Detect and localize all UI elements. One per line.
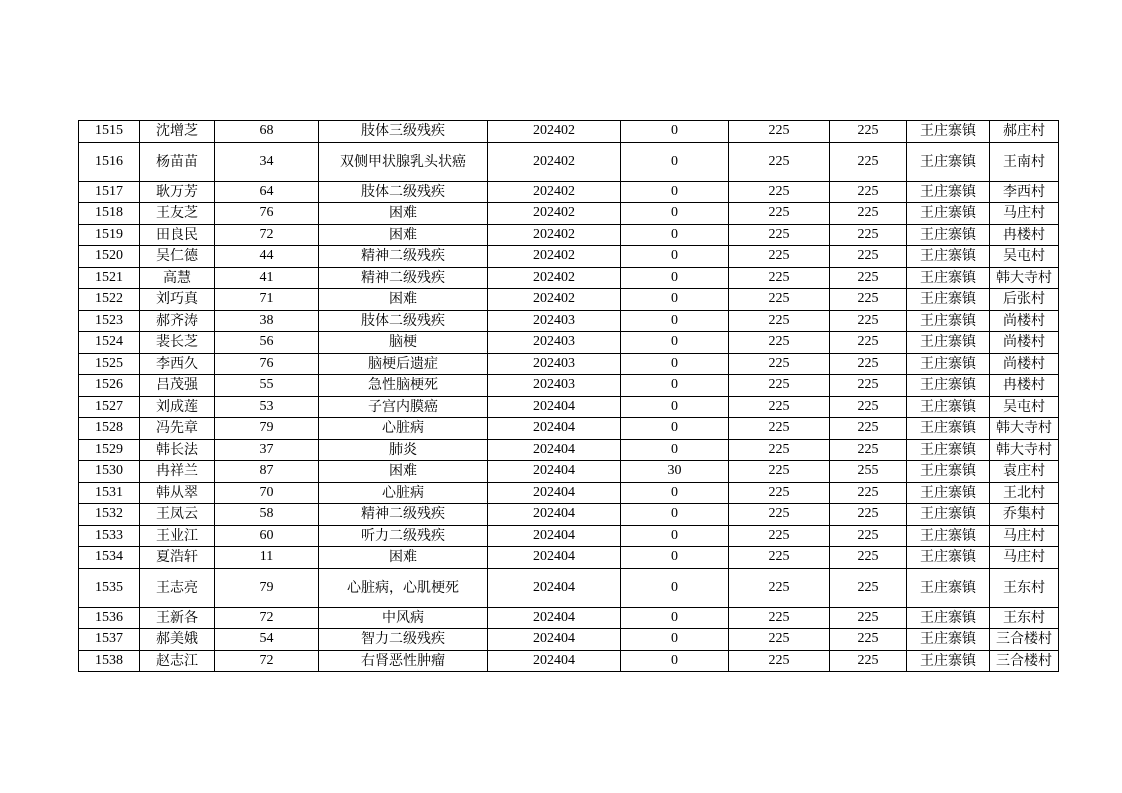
cell-amount-b: 225 xyxy=(729,650,830,672)
cell-month: 202404 xyxy=(488,504,621,526)
cell-village: 尚楼村 xyxy=(990,353,1059,375)
cell-serial-number: 1531 xyxy=(79,482,140,504)
table-row xyxy=(79,289,1059,311)
cell-month: 202403 xyxy=(488,310,621,332)
cell-amount-a: 0 xyxy=(621,353,729,375)
cell-serial-number: 1532 xyxy=(79,504,140,526)
cell-name: 刘巧真 xyxy=(140,289,215,311)
cell-amount-b: 225 xyxy=(729,224,830,246)
cell-name: 高慧 xyxy=(140,267,215,289)
cell-amount-b: 225 xyxy=(729,461,830,483)
cell-village: 马庄村 xyxy=(990,525,1059,547)
cell-town: 王庄寨镇 xyxy=(907,482,990,504)
table-row xyxy=(79,629,1059,651)
cell-month: 202404 xyxy=(488,396,621,418)
cell-name: 吴仁德 xyxy=(140,246,215,268)
cell-month: 202404 xyxy=(488,568,621,607)
cell-name: 杨苗苗 xyxy=(140,142,215,181)
cell-amount-a: 0 xyxy=(621,418,729,440)
cell-month: 202402 xyxy=(488,246,621,268)
cell-town: 王庄寨镇 xyxy=(907,121,990,143)
cell-town: 王庄寨镇 xyxy=(907,332,990,354)
cell-reason: 心脏病 xyxy=(319,418,488,440)
cell-month: 202404 xyxy=(488,439,621,461)
cell-amount-c: 225 xyxy=(830,224,907,246)
cell-amount-a: 0 xyxy=(621,181,729,203)
cell-age: 38 xyxy=(215,310,319,332)
cell-age: 11 xyxy=(215,547,319,569)
cell-amount-c: 225 xyxy=(830,482,907,504)
cell-village: 三合楼村 xyxy=(990,629,1059,651)
cell-town: 王庄寨镇 xyxy=(907,267,990,289)
cell-serial-number: 1538 xyxy=(79,650,140,672)
cell-amount-b: 225 xyxy=(729,568,830,607)
cell-amount-c: 225 xyxy=(830,246,907,268)
cell-month: 202402 xyxy=(488,142,621,181)
cell-village: 吴屯村 xyxy=(990,396,1059,418)
cell-amount-a: 0 xyxy=(621,203,729,225)
cell-amount-b: 225 xyxy=(729,504,830,526)
cell-village: 尚楼村 xyxy=(990,310,1059,332)
cell-month: 202402 xyxy=(488,289,621,311)
cell-serial-number: 1529 xyxy=(79,439,140,461)
cell-amount-a: 0 xyxy=(621,547,729,569)
cell-serial-number: 1534 xyxy=(79,547,140,569)
cell-village: 马庄村 xyxy=(990,547,1059,569)
cell-amount-c: 225 xyxy=(830,650,907,672)
cell-name: 沈增芝 xyxy=(140,121,215,143)
cell-village: 冉楼村 xyxy=(990,224,1059,246)
cell-reason: 急性脑梗死 xyxy=(319,375,488,397)
cell-village: 吴屯村 xyxy=(990,246,1059,268)
cell-amount-b: 225 xyxy=(729,121,830,143)
table-row xyxy=(79,246,1059,268)
cell-name: 王志亮 xyxy=(140,568,215,607)
cell-serial-number: 1533 xyxy=(79,525,140,547)
cell-amount-b: 225 xyxy=(729,629,830,651)
cell-name: 李西久 xyxy=(140,353,215,375)
cell-amount-a: 0 xyxy=(621,568,729,607)
cell-village: 王北村 xyxy=(990,482,1059,504)
cell-amount-b: 225 xyxy=(729,439,830,461)
cell-village: 韩大寺村 xyxy=(990,439,1059,461)
cell-name: 王业江 xyxy=(140,525,215,547)
cell-serial-number: 1520 xyxy=(79,246,140,268)
cell-month: 202404 xyxy=(488,418,621,440)
cell-age: 71 xyxy=(215,289,319,311)
cell-month: 202403 xyxy=(488,353,621,375)
cell-amount-a: 0 xyxy=(621,142,729,181)
cell-village: 尚楼村 xyxy=(990,332,1059,354)
cell-amount-b: 225 xyxy=(729,396,830,418)
cell-amount-b: 225 xyxy=(729,547,830,569)
table-row xyxy=(79,203,1059,225)
cell-town: 王庄寨镇 xyxy=(907,461,990,483)
cell-name: 王新各 xyxy=(140,607,215,629)
cell-age: 72 xyxy=(215,650,319,672)
cell-village: 三合楼村 xyxy=(990,650,1059,672)
cell-amount-a: 30 xyxy=(621,461,729,483)
cell-reason: 脑梗 xyxy=(319,332,488,354)
table-row xyxy=(79,607,1059,629)
cell-reason: 困难 xyxy=(319,224,488,246)
cell-age: 56 xyxy=(215,332,319,354)
cell-town: 王庄寨镇 xyxy=(907,650,990,672)
table-row xyxy=(79,396,1059,418)
cell-town: 王庄寨镇 xyxy=(907,504,990,526)
cell-name: 夏浩轩 xyxy=(140,547,215,569)
table-row xyxy=(79,568,1059,607)
cell-age: 60 xyxy=(215,525,319,547)
table-body xyxy=(79,121,1059,672)
table-row xyxy=(79,482,1059,504)
cell-amount-b: 225 xyxy=(729,142,830,181)
table-row xyxy=(79,439,1059,461)
cell-town: 王庄寨镇 xyxy=(907,547,990,569)
cell-town: 王庄寨镇 xyxy=(907,246,990,268)
table-row xyxy=(79,375,1059,397)
cell-amount-c: 225 xyxy=(830,267,907,289)
cell-name: 吕茂强 xyxy=(140,375,215,397)
cell-village: 冉楼村 xyxy=(990,375,1059,397)
cell-serial-number: 1528 xyxy=(79,418,140,440)
cell-amount-c: 225 xyxy=(830,629,907,651)
cell-village: 郝庄村 xyxy=(990,121,1059,143)
cell-serial-number: 1527 xyxy=(79,396,140,418)
cell-village: 韩大寺村 xyxy=(990,267,1059,289)
cell-age: 41 xyxy=(215,267,319,289)
cell-reason: 心脏病，心肌梗死 xyxy=(319,568,488,607)
cell-name: 王凤云 xyxy=(140,504,215,526)
cell-amount-b: 225 xyxy=(729,353,830,375)
cell-amount-b: 225 xyxy=(729,375,830,397)
cell-age: 79 xyxy=(215,568,319,607)
cell-reason: 智力二级残疾 xyxy=(319,629,488,651)
cell-amount-b: 225 xyxy=(729,418,830,440)
cell-reason: 肢体二级残疾 xyxy=(319,181,488,203)
cell-reason: 精神二级残疾 xyxy=(319,504,488,526)
cell-serial-number: 1537 xyxy=(79,629,140,651)
cell-village: 马庄村 xyxy=(990,203,1059,225)
cell-month: 202404 xyxy=(488,650,621,672)
cell-town: 王庄寨镇 xyxy=(907,568,990,607)
cell-serial-number: 1519 xyxy=(79,224,140,246)
table-row xyxy=(79,310,1059,332)
cell-reason: 子宫内膜癌 xyxy=(319,396,488,418)
cell-age: 37 xyxy=(215,439,319,461)
cell-reason: 听力二级残疾 xyxy=(319,525,488,547)
cell-amount-b: 225 xyxy=(729,525,830,547)
cell-town: 王庄寨镇 xyxy=(907,181,990,203)
cell-reason: 精神二级残疾 xyxy=(319,246,488,268)
cell-month: 202404 xyxy=(488,547,621,569)
table-row xyxy=(79,504,1059,526)
table-row xyxy=(79,461,1059,483)
cell-amount-b: 225 xyxy=(729,607,830,629)
cell-month: 202404 xyxy=(488,629,621,651)
cell-town: 王庄寨镇 xyxy=(907,439,990,461)
cell-age: 55 xyxy=(215,375,319,397)
cell-town: 王庄寨镇 xyxy=(907,629,990,651)
cell-town: 王庄寨镇 xyxy=(907,418,990,440)
cell-month: 202404 xyxy=(488,461,621,483)
cell-serial-number: 1517 xyxy=(79,181,140,203)
cell-reason: 困难 xyxy=(319,289,488,311)
cell-age: 76 xyxy=(215,203,319,225)
cell-name: 赵志江 xyxy=(140,650,215,672)
cell-amount-a: 0 xyxy=(621,607,729,629)
cell-amount-c: 225 xyxy=(830,525,907,547)
cell-amount-a: 0 xyxy=(621,224,729,246)
cell-amount-c: 225 xyxy=(830,332,907,354)
cell-amount-b: 225 xyxy=(729,310,830,332)
cell-name: 裴长芝 xyxy=(140,332,215,354)
cell-amount-a: 0 xyxy=(621,650,729,672)
cell-name: 耿万芳 xyxy=(140,181,215,203)
cell-age: 64 xyxy=(215,181,319,203)
cell-town: 王庄寨镇 xyxy=(907,310,990,332)
cell-age: 58 xyxy=(215,504,319,526)
cell-name: 韩长法 xyxy=(140,439,215,461)
cell-name: 郝齐涛 xyxy=(140,310,215,332)
cell-serial-number: 1526 xyxy=(79,375,140,397)
cell-name: 田良民 xyxy=(140,224,215,246)
cell-amount-c: 225 xyxy=(830,181,907,203)
cell-amount-a: 0 xyxy=(621,396,729,418)
cell-town: 王庄寨镇 xyxy=(907,289,990,311)
cell-serial-number: 1524 xyxy=(79,332,140,354)
cell-reason: 肢体二级残疾 xyxy=(319,310,488,332)
cell-serial-number: 1523 xyxy=(79,310,140,332)
cell-name: 郝美娥 xyxy=(140,629,215,651)
cell-serial-number: 1535 xyxy=(79,568,140,607)
cell-amount-a: 0 xyxy=(621,504,729,526)
cell-serial-number: 1530 xyxy=(79,461,140,483)
cell-amount-b: 225 xyxy=(729,246,830,268)
cell-reason: 双侧甲状腺乳头状癌 xyxy=(319,142,488,181)
cell-amount-c: 225 xyxy=(830,504,907,526)
cell-amount-a: 0 xyxy=(621,525,729,547)
cell-age: 68 xyxy=(215,121,319,143)
cell-village: 王东村 xyxy=(990,568,1059,607)
cell-amount-c: 225 xyxy=(830,547,907,569)
cell-amount-a: 0 xyxy=(621,375,729,397)
cell-month: 202404 xyxy=(488,607,621,629)
cell-reason: 困难 xyxy=(319,203,488,225)
cell-month: 202404 xyxy=(488,525,621,547)
cell-amount-a: 0 xyxy=(621,267,729,289)
cell-age: 79 xyxy=(215,418,319,440)
cell-age: 54 xyxy=(215,629,319,651)
cell-amount-b: 225 xyxy=(729,289,830,311)
cell-amount-b: 225 xyxy=(729,332,830,354)
cell-amount-c: 225 xyxy=(830,607,907,629)
cell-village: 袁庄村 xyxy=(990,461,1059,483)
cell-amount-a: 0 xyxy=(621,629,729,651)
cell-serial-number: 1536 xyxy=(79,607,140,629)
cell-amount-c: 225 xyxy=(830,353,907,375)
cell-amount-a: 0 xyxy=(621,439,729,461)
cell-reason: 中风病 xyxy=(319,607,488,629)
cell-month: 202403 xyxy=(488,375,621,397)
cell-name: 王友芝 xyxy=(140,203,215,225)
cell-town: 王庄寨镇 xyxy=(907,525,990,547)
cell-month: 202402 xyxy=(488,121,621,143)
cell-amount-a: 0 xyxy=(621,332,729,354)
cell-village: 乔集村 xyxy=(990,504,1059,526)
cell-amount-c: 225 xyxy=(830,439,907,461)
cell-name: 刘成莲 xyxy=(140,396,215,418)
cell-village: 韩大寺村 xyxy=(990,418,1059,440)
cell-reason: 脑梗后遗症 xyxy=(319,353,488,375)
cell-amount-b: 225 xyxy=(729,181,830,203)
cell-month: 202402 xyxy=(488,224,621,246)
cell-reason: 右肾恶性肿瘤 xyxy=(319,650,488,672)
cell-amount-c: 225 xyxy=(830,568,907,607)
cell-town: 王庄寨镇 xyxy=(907,353,990,375)
cell-amount-b: 225 xyxy=(729,482,830,504)
cell-age: 34 xyxy=(215,142,319,181)
record-table xyxy=(78,120,1059,672)
cell-age: 87 xyxy=(215,461,319,483)
cell-age: 53 xyxy=(215,396,319,418)
table-row xyxy=(79,224,1059,246)
cell-month: 202402 xyxy=(488,181,621,203)
cell-amount-c: 225 xyxy=(830,375,907,397)
cell-amount-c: 225 xyxy=(830,310,907,332)
cell-village: 王东村 xyxy=(990,607,1059,629)
cell-village: 王南村 xyxy=(990,142,1059,181)
cell-age: 72 xyxy=(215,607,319,629)
cell-town: 王庄寨镇 xyxy=(907,607,990,629)
table-row xyxy=(79,525,1059,547)
cell-town: 王庄寨镇 xyxy=(907,224,990,246)
cell-reason: 肺炎 xyxy=(319,439,488,461)
cell-age: 44 xyxy=(215,246,319,268)
cell-amount-b: 225 xyxy=(729,267,830,289)
cell-month: 202402 xyxy=(488,267,621,289)
cell-serial-number: 1516 xyxy=(79,142,140,181)
cell-serial-number: 1522 xyxy=(79,289,140,311)
cell-town: 王庄寨镇 xyxy=(907,203,990,225)
cell-amount-c: 225 xyxy=(830,418,907,440)
table-row xyxy=(79,353,1059,375)
table-row xyxy=(79,267,1059,289)
cell-month: 202403 xyxy=(488,332,621,354)
cell-age: 70 xyxy=(215,482,319,504)
cell-amount-c: 255 xyxy=(830,461,907,483)
cell-reason: 困难 xyxy=(319,461,488,483)
cell-amount-a: 0 xyxy=(621,121,729,143)
cell-name: 冉祥兰 xyxy=(140,461,215,483)
cell-amount-c: 225 xyxy=(830,203,907,225)
cell-amount-b: 225 xyxy=(729,203,830,225)
table-row xyxy=(79,332,1059,354)
table-row xyxy=(79,650,1059,672)
cell-reason: 困难 xyxy=(319,547,488,569)
cell-amount-c: 225 xyxy=(830,142,907,181)
cell-reason: 精神二级残疾 xyxy=(319,267,488,289)
table-row xyxy=(79,142,1059,181)
cell-amount-a: 0 xyxy=(621,289,729,311)
cell-amount-a: 0 xyxy=(621,482,729,504)
cell-age: 76 xyxy=(215,353,319,375)
cell-serial-number: 1515 xyxy=(79,121,140,143)
cell-amount-a: 0 xyxy=(621,246,729,268)
cell-village: 李西村 xyxy=(990,181,1059,203)
cell-serial-number: 1525 xyxy=(79,353,140,375)
table-row xyxy=(79,547,1059,569)
cell-reason: 心脏病 xyxy=(319,482,488,504)
cell-town: 王庄寨镇 xyxy=(907,375,990,397)
table-row xyxy=(79,181,1059,203)
cell-amount-a: 0 xyxy=(621,310,729,332)
table-row xyxy=(79,121,1059,143)
cell-month: 202404 xyxy=(488,482,621,504)
cell-reason: 肢体三级残疾 xyxy=(319,121,488,143)
cell-name: 韩从翠 xyxy=(140,482,215,504)
cell-name: 冯先章 xyxy=(140,418,215,440)
cell-month: 202402 xyxy=(488,203,621,225)
cell-amount-c: 225 xyxy=(830,396,907,418)
table-row xyxy=(79,418,1059,440)
cell-serial-number: 1521 xyxy=(79,267,140,289)
cell-town: 王庄寨镇 xyxy=(907,142,990,181)
cell-serial-number: 1518 xyxy=(79,203,140,225)
cell-amount-c: 225 xyxy=(830,121,907,143)
cell-town: 王庄寨镇 xyxy=(907,396,990,418)
cell-age: 72 xyxy=(215,224,319,246)
cell-amount-c: 225 xyxy=(830,289,907,311)
cell-village: 后张村 xyxy=(990,289,1059,311)
